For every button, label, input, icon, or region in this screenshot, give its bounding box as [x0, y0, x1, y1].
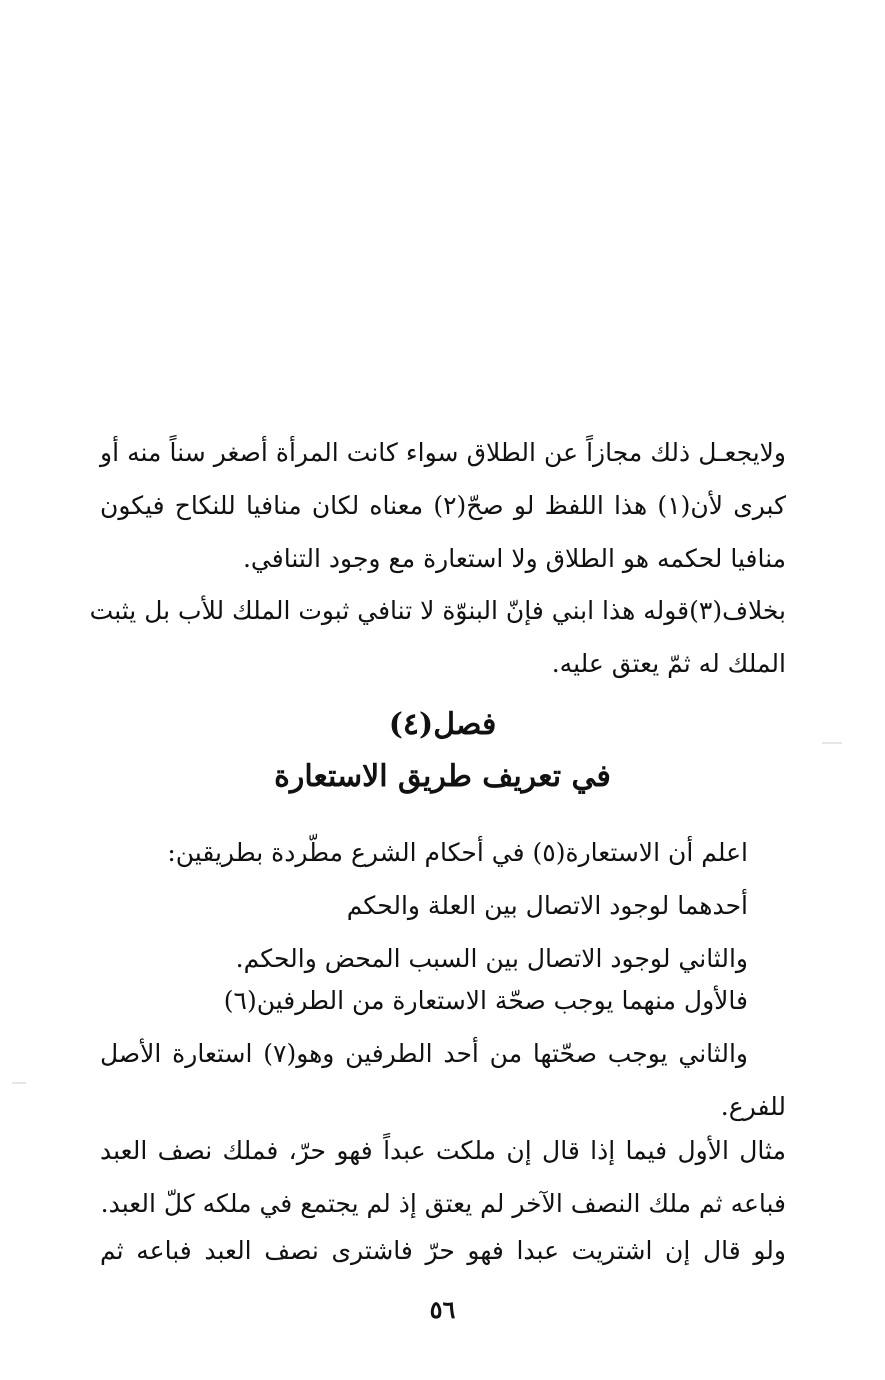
scan-mark: [12, 1082, 26, 1084]
paragraph-2: [89, 584, 786, 690]
text-line: والثاني لوجود الاتصال بين السبب المحض والحكم.: [235, 944, 748, 973]
paragraph-6: [100, 1224, 786, 1277]
text-line: والثاني يوجب صحّتها من أحد الطرفين وهو(٧) استعارة الأصل: [100, 1039, 748, 1068]
paragraph-1: [100, 426, 786, 585]
section-title: فصل(٤): [388, 707, 497, 742]
paragraph-3: [100, 826, 786, 985]
text-line: منافيا لحكمه هو الطلاق ولا استعارة مع وجود التنافي.: [242, 544, 786, 573]
text-line: بخلاف(٣)قوله هذا ابني فإنّ البنوّة لا تنافي ثبوت الملك للأب بل يثبت: [89, 596, 786, 625]
page-number: ٥٦: [429, 1295, 456, 1324]
text-line: ولو قال إن اشتريت عبدا فهو حرّ فاشترى نصف العبد فباعه ثم: [100, 1236, 786, 1265]
text-line: أحدهما لوجود الاتصال بين العلة والحكم: [346, 891, 748, 920]
section-subtitle: في تعريف طريق الاستعارة: [274, 759, 611, 794]
paragraph-5: [100, 1124, 786, 1230]
text-line: فالأول منهما يوجب صحّة الاستعارة من الطرفين(٦): [223, 986, 748, 1015]
text-line: للفرع.: [720, 1092, 786, 1121]
text-line: فباعه ثم ملك النصف الآخر لم يعتق إذ لم يجتمع في ملكه كلّ العبد.: [100, 1189, 786, 1218]
text-line: كبرى لأن(١) هذا اللفظ لو صحّ(٢) معناه لكان منافيا للنكاح فيكون: [100, 491, 786, 520]
paragraph-4: [100, 974, 786, 1133]
scan-mark: [822, 742, 842, 744]
text-line: اعلم أن الاستعارة(٥) في أحكام الشرع مطّردة بطريقين:: [167, 838, 748, 867]
text-line: الملك له ثمّ يعتق عليه.: [551, 649, 786, 678]
text-line: مثال الأول فيما إذا قال إن ملكت عبداً فهو حرّ، فملك نصف العبد: [100, 1136, 786, 1165]
text-line: ولايجعـل ذلك مجازاً عن الطلاق سواء كانت المرأة أصغر سناً منه أو: [100, 438, 786, 467]
